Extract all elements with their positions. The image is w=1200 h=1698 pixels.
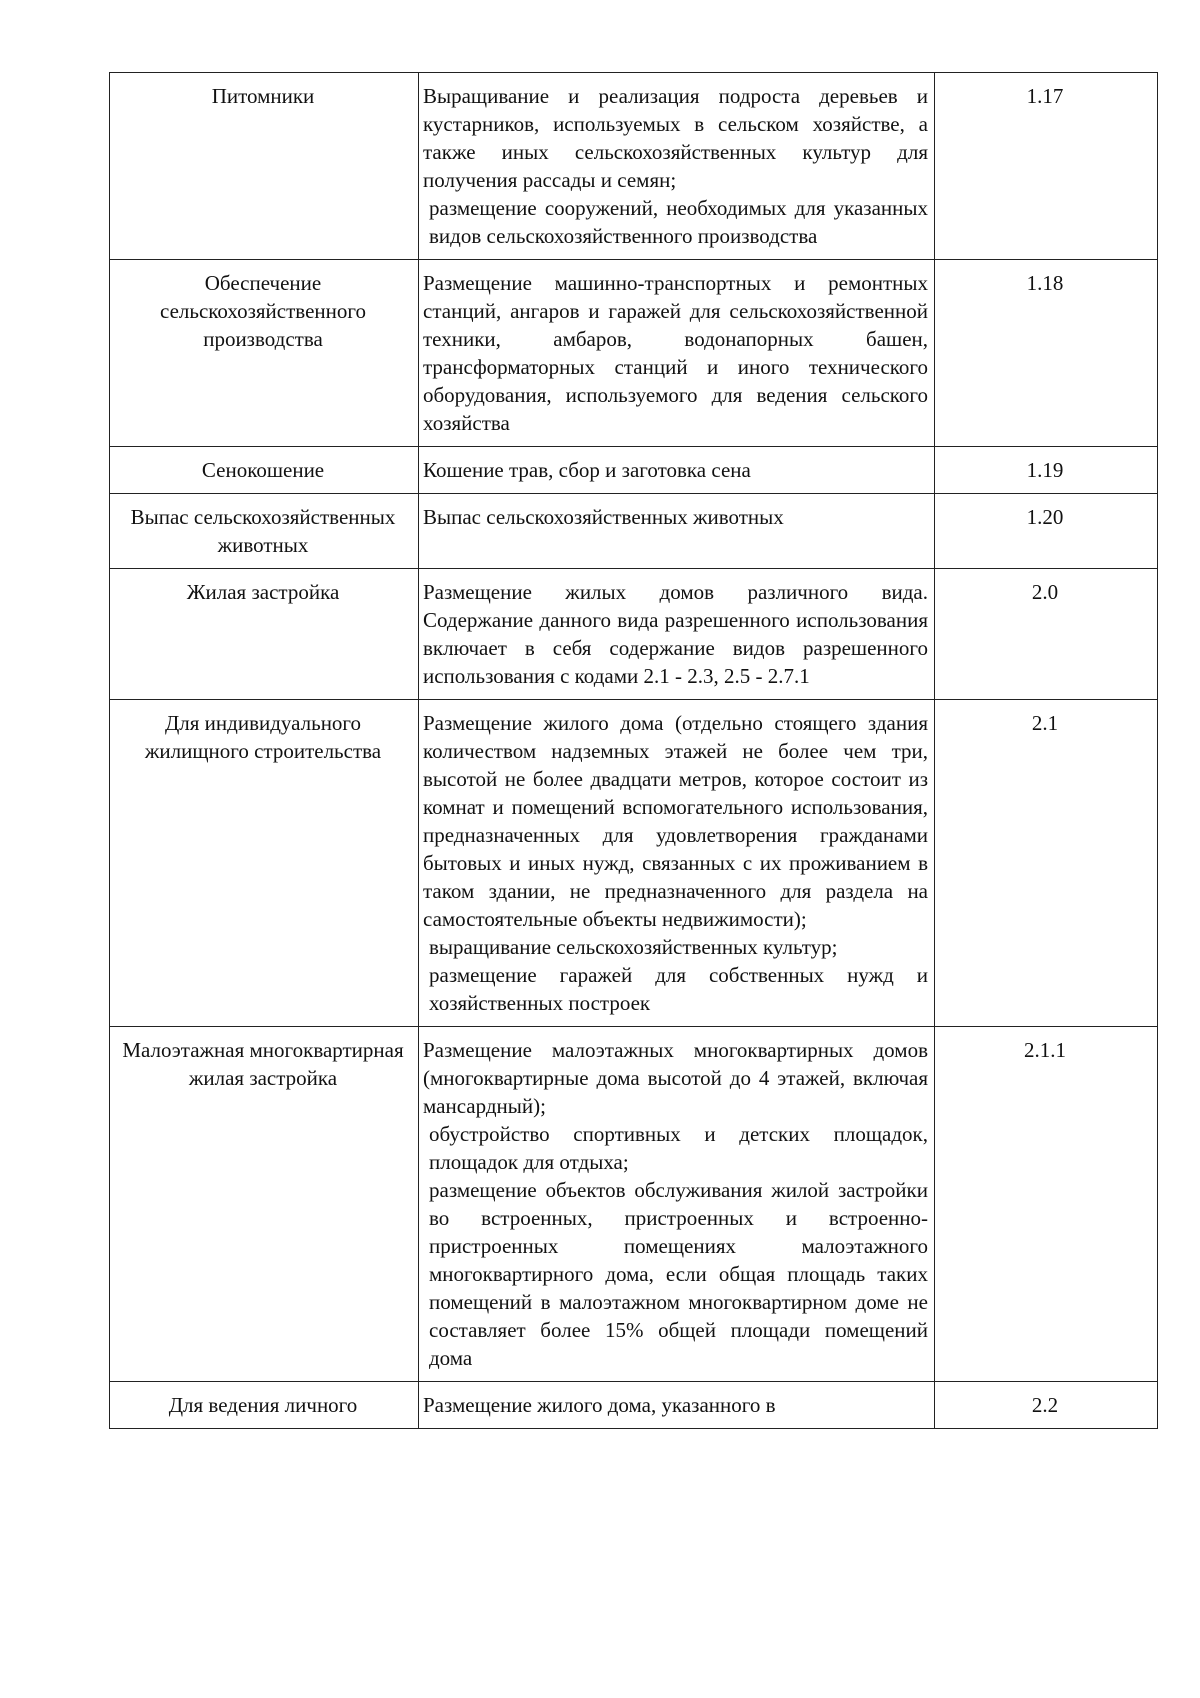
use-type-description (419, 569, 935, 700)
description-paragraph: Выращивание и реализация подроста деревьев и кустарников, используемых в сельском хозяйстве, а также иных сельскохозяйственных культур для получения рассады и семян; (423, 84, 928, 192)
use-type-code: 1.17 (935, 73, 1158, 260)
use-type-description (419, 447, 935, 494)
table-row (110, 1382, 1158, 1429)
table-body (110, 73, 1158, 1429)
table-row (110, 569, 1158, 700)
use-type-description (419, 1027, 935, 1382)
use-type-code: 2.1.1 (935, 1027, 1158, 1382)
table-row (110, 494, 1158, 569)
table-row (110, 447, 1158, 494)
use-type-code: 1.19 (935, 447, 1158, 494)
use-type-name: Для индивидуального жилищного строительства (110, 700, 419, 1027)
description-paragraph: Размещение жилого дома (отдельно стоящего здания количеством надземных этажей не более чем три, высотой не более двадцати метров, которое состоит из комнат и помещений вспомогательного использования, предназначенных для удовлетворения гражданами бытовых и иных нужд, связанных с их проживанием в таком здании, не предназначенного для раздела на самостоятельные объекты недвижимости); (423, 711, 928, 931)
use-type-description (419, 73, 935, 260)
use-type-name: Питомники (110, 73, 419, 260)
description-paragraph: выращивание сельскохозяйственных культур; (429, 935, 838, 959)
use-type-name: Обеспечение сельскохозяйственного производства (110, 260, 419, 447)
use-type-description (419, 700, 935, 1027)
description-paragraph: размещение объектов обслуживания жилой застройки во встроенных, пристроенных и встроенно-пристроенных помещениях малоэтажного многоквартирного дома, если общая площадь таких помещений в малоэтажном многоквартирном доме не составляет более 15% общей площади помещений дома (429, 1178, 928, 1370)
use-type-name: Для ведения личного (110, 1382, 419, 1429)
description-paragraph: Размещение жилых домов различного вида. Содержание данного вида разрешенного использования включает в себя содержание видов разрешенного использования с кодами 2.1 - 2.3, 2.5 - 2.7.1 (423, 580, 928, 688)
use-type-code: 1.20 (935, 494, 1158, 569)
table-row (110, 73, 1158, 260)
use-type-description (419, 494, 935, 569)
use-type-description (419, 260, 935, 447)
table-row (110, 700, 1158, 1027)
description-paragraph: обустройство спортивных и детских площадок, площадок для отдыха; (429, 1122, 928, 1174)
description-paragraph: размещение гаражей для собственных нужд и хозяйственных построек (429, 963, 928, 1015)
description-paragraph: Кошение трав, сбор и заготовка сена (423, 458, 751, 482)
description-paragraph: Размещение жилого дома, указанного в (423, 1393, 776, 1417)
use-type-name: Сенокошение (110, 447, 419, 494)
use-type-name: Малоэтажная многоквартирная жилая застройка (110, 1027, 419, 1382)
use-type-code: 2.2 (935, 1382, 1158, 1429)
use-type-code: 1.18 (935, 260, 1158, 447)
use-type-code: 2.1 (935, 700, 1158, 1027)
description-paragraph: Размещение машинно-транспортных и ремонтных станций, ангаров и гаражей для сельскохозяйственной техники, амбаров, водонапорных башен, трансформаторных станций и иного технического оборудования, используемого для ведения сельского хозяйства (423, 271, 928, 435)
use-type-name: Жилая застройка (110, 569, 419, 700)
use-type-description (419, 1382, 935, 1429)
description-paragraph: Выпас сельскохозяйственных животных (423, 505, 784, 529)
table-row (110, 1027, 1158, 1382)
description-paragraph: Размещение малоэтажных многоквартирных домов (многоквартирные дома высотой до 4 этажей, включая мансардный); (423, 1038, 928, 1118)
land-use-table (109, 72, 1158, 1429)
use-type-code: 2.0 (935, 569, 1158, 700)
description-paragraph: размещение сооружений, необходимых для указанных видов сельскохозяйственного производства (429, 196, 928, 248)
use-type-name: Выпас сельскохозяйственных животных (110, 494, 419, 569)
table-row (110, 260, 1158, 447)
